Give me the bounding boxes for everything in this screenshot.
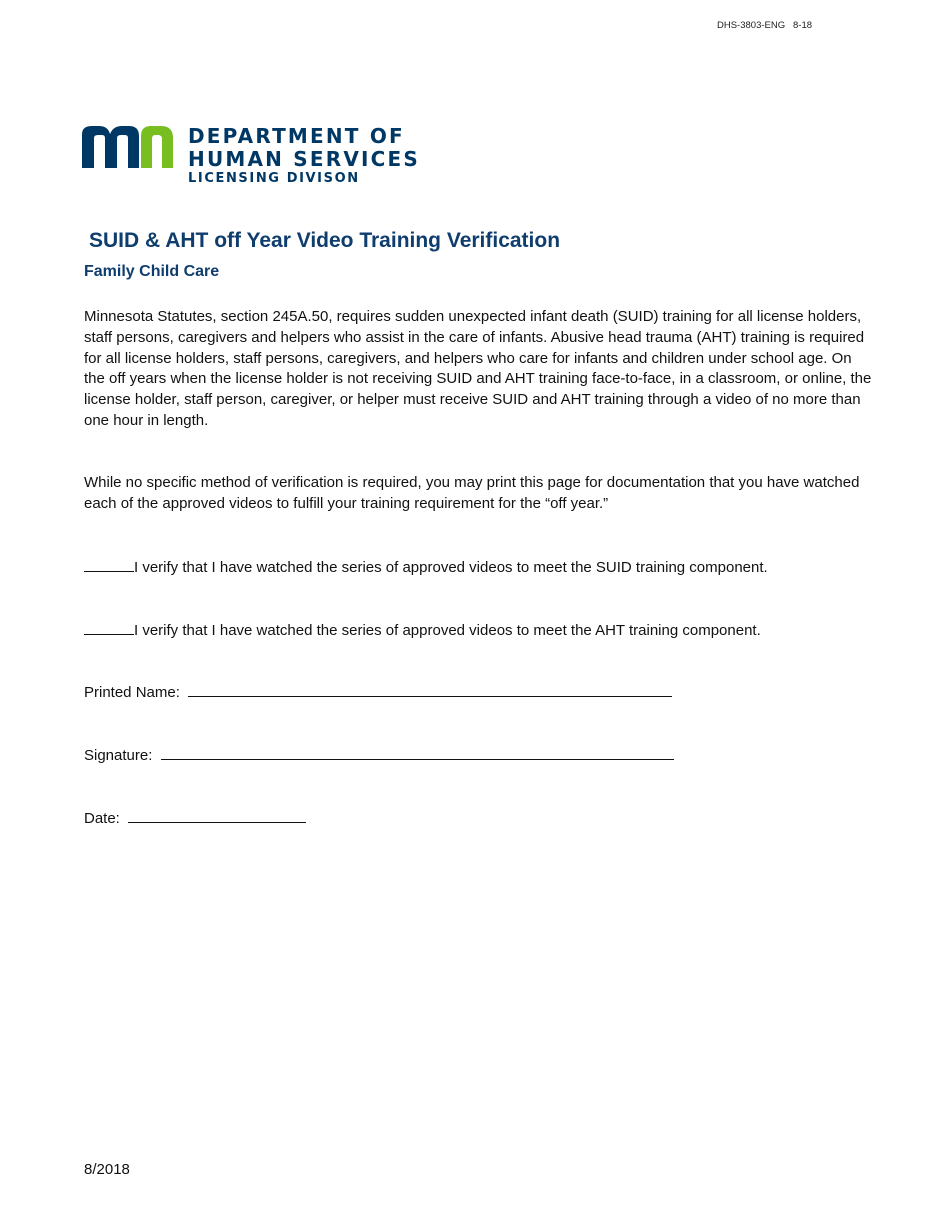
dhs-logo bbox=[82, 122, 422, 190]
footer-date: 8/2018 bbox=[84, 1161, 130, 1178]
verify-aht-blank[interactable] bbox=[84, 620, 134, 635]
printed-name-label: Printed Name: bbox=[84, 684, 180, 701]
form-code: DHS-3803-ENG 8-18 bbox=[717, 20, 813, 31]
logo-text-human-services: HUMAN SERVICES bbox=[188, 147, 420, 171]
verify-suid-line bbox=[84, 557, 768, 576]
page-subtitle: Family Child Care bbox=[84, 263, 220, 280]
logo-text-department: DEPARTMENT OF bbox=[188, 124, 405, 148]
verification-paragraph: While no specific method of verification is required, you may print this page for documentation that you have watched each of the approved videos to fulfill your training requirement for the “off year.” bbox=[84, 474, 860, 512]
printed-name-row bbox=[84, 682, 672, 701]
date-row bbox=[84, 808, 306, 827]
date-field[interactable] bbox=[128, 808, 306, 823]
verify-aht-text: I verify that I have watched the series of approved videos to meet the AHT training component. bbox=[134, 622, 761, 639]
verify-suid-text: I verify that I have watched the series of approved videos to meet the SUID training component. bbox=[134, 559, 768, 576]
printed-name-field[interactable] bbox=[188, 682, 672, 697]
statute-paragraph: Minnesota Statutes, section 245A.50, requires sudden unexpected infant death (SUID) training for all license holders, staff persons, caregivers and helpers who assist in the care of infants. Abusive head trauma (AHT) training is required for all license holders, staff persons, caregivers, and helpers who care for infants and children under school age. On the off years when the license holder is not receiving SUID and AHT training face-to-face, in a classroom, or online, the license holder, staff person, caregiver, or helper must receive SUID and AHT training through a video of no more than one hour in length. bbox=[84, 308, 872, 429]
verify-suid-blank[interactable] bbox=[84, 557, 134, 572]
mn-logo-icon bbox=[82, 126, 174, 168]
date-label: Date: bbox=[84, 810, 120, 827]
signature-row bbox=[84, 745, 674, 764]
verify-aht-line bbox=[84, 620, 761, 639]
logo-text-division: LICENSING DIVISON bbox=[188, 171, 360, 186]
signature-field[interactable] bbox=[161, 745, 674, 760]
page-title: SUID & AHT off Year Video Training Verification bbox=[89, 229, 561, 252]
signature-label: Signature: bbox=[84, 747, 153, 764]
